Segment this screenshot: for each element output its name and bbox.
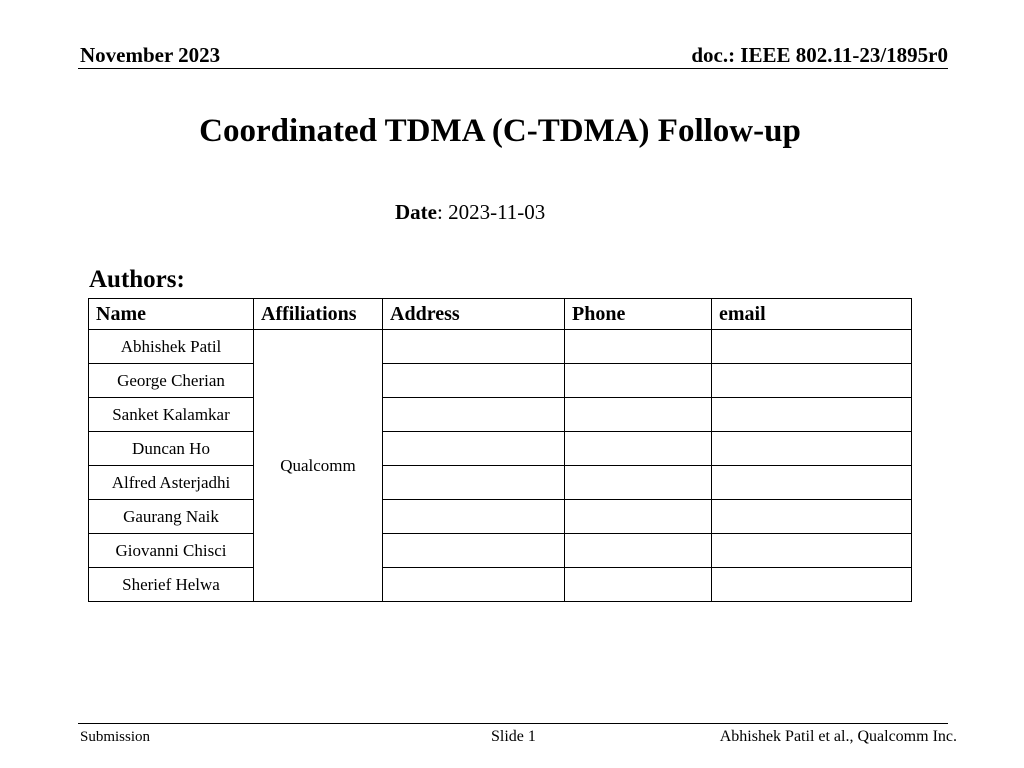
table-row bbox=[89, 432, 912, 466]
email-cell bbox=[712, 500, 912, 534]
column-header-email: email bbox=[712, 299, 912, 330]
authors-heading: Authors: bbox=[89, 266, 185, 293]
email-cell bbox=[712, 330, 912, 364]
email-cell bbox=[712, 432, 912, 466]
author-name: Sanket Kalamkar bbox=[89, 398, 254, 432]
author-name: Sherief Helwa bbox=[89, 568, 254, 602]
slide-title: Coordinated TDMA (C-TDMA) Follow-up bbox=[199, 113, 801, 149]
address-cell bbox=[383, 330, 565, 364]
address-cell bbox=[383, 568, 565, 602]
footer-rule bbox=[78, 723, 948, 724]
author-name: George Cherian bbox=[89, 364, 254, 398]
table-row bbox=[89, 330, 912, 364]
column-header-address: Address bbox=[383, 299, 565, 330]
phone-cell bbox=[565, 534, 712, 568]
table-row bbox=[89, 534, 912, 568]
author-name: Abhishek Patil bbox=[89, 330, 254, 364]
column-header-name: Name bbox=[89, 299, 254, 330]
email-cell bbox=[712, 466, 912, 500]
phone-cell bbox=[565, 466, 712, 500]
table-row bbox=[89, 568, 912, 602]
email-cell bbox=[712, 568, 912, 602]
table-row bbox=[89, 500, 912, 534]
table-header-row bbox=[89, 299, 912, 330]
column-header-phone: Phone bbox=[565, 299, 712, 330]
email-cell bbox=[712, 398, 912, 432]
table-row bbox=[89, 398, 912, 432]
phone-cell bbox=[565, 330, 712, 364]
date-separator: : bbox=[436, 200, 443, 224]
address-cell bbox=[383, 432, 565, 466]
authors-table bbox=[88, 298, 912, 602]
phone-cell bbox=[565, 568, 712, 602]
date-label: Date bbox=[395, 200, 437, 224]
header-doc-id: doc.: IEEE 802.11-23/1895r0 bbox=[691, 43, 948, 67]
header-rule bbox=[78, 68, 948, 69]
affiliation-cell: Qualcomm bbox=[254, 330, 383, 602]
author-name: Gaurang Naik bbox=[89, 500, 254, 534]
author-name: Duncan Ho bbox=[89, 432, 254, 466]
table-row bbox=[89, 466, 912, 500]
address-cell bbox=[383, 466, 565, 500]
author-name: Alfred Asterjadhi bbox=[89, 466, 254, 500]
table-row bbox=[89, 364, 912, 398]
header-date: November 2023 bbox=[80, 43, 221, 67]
phone-cell bbox=[565, 364, 712, 398]
date-line bbox=[395, 198, 545, 226]
phone-cell bbox=[565, 432, 712, 466]
email-cell bbox=[712, 534, 912, 568]
email-cell bbox=[712, 364, 912, 398]
column-header-affiliations: Affiliations bbox=[254, 299, 383, 330]
date-value: 2023-11-03 bbox=[448, 200, 546, 224]
phone-cell bbox=[565, 500, 712, 534]
address-cell bbox=[383, 534, 565, 568]
phone-cell bbox=[565, 398, 712, 432]
author-name: Giovanni Chisci bbox=[89, 534, 254, 568]
address-cell bbox=[383, 364, 565, 398]
address-cell bbox=[383, 500, 565, 534]
address-cell bbox=[383, 398, 565, 432]
footer-author-credit: Abhishek Patil et al., Qualcomm Inc. bbox=[719, 728, 957, 745]
footer-submission: Submission bbox=[80, 729, 151, 745]
footer-slide-number: Slide 1 bbox=[491, 728, 536, 745]
